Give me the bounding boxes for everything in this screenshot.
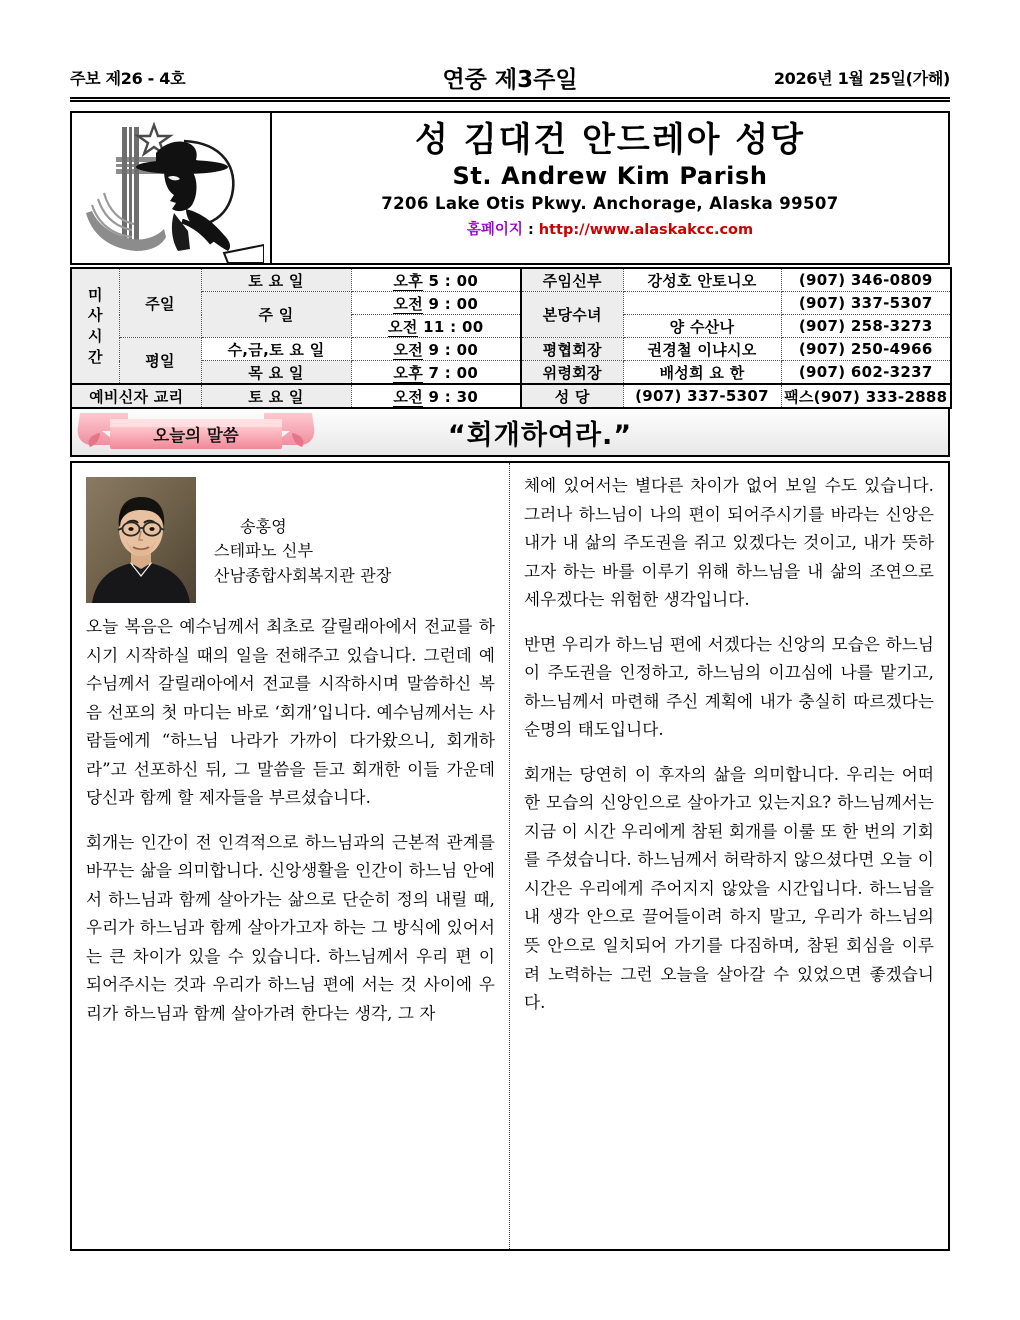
phone-cell: (907) 337-5307 — [781, 292, 951, 315]
person-cell: 강성호 안토니오 — [623, 268, 781, 292]
bulletin-date: 2026년 1월 25일(가해) — [773, 68, 950, 88]
article-paragraph: 오늘 복음은 예수님께서 최초로 갈릴래아에서 전교를 하시기 시작하실 때의 일을 전해주고 있습니다. 그런데 예수님께서 갈릴래아에서 전교를 시작하시며 말씀하신 복음 선포의 첫 마디는 바로 ‘회개’입니다. 예수님께서는 사람들에게 “하느님 나라가 가까이 다가왔으니, 회개하라”고 선포하신 뒤, 그 말씀을 듣고 회개한 이들 가운데 당신과 함께 할 제자들을 부르셨습니다. — [86, 617, 495, 808]
parish-homepage[interactable] — [272, 218, 948, 239]
time-cell: 오전 11 : 00 — [351, 315, 521, 338]
role-cell: 평협회장 — [521, 338, 623, 361]
day-cell: 목 요 일 — [201, 361, 351, 385]
time-cell: 오전 9 : 00 — [351, 292, 521, 315]
page-title: 연중 제3주일 — [442, 66, 578, 93]
phone-cell: (907) 250-4966 — [781, 338, 951, 361]
phone-cell: (907) 346-0809 — [781, 268, 951, 292]
header-divider — [70, 97, 950, 102]
person-cell: 양 수산나 — [623, 315, 781, 338]
church-phone: (907) 337-5307 — [623, 384, 781, 408]
role-cell: 위령회장 — [521, 361, 623, 385]
parish-name-english: St. Andrew Kim Parish — [452, 162, 768, 191]
gospel-quote: “회개하여라.” — [447, 419, 633, 451]
phone-cell: (907) 602-3237 — [781, 361, 951, 385]
day-cell: 주 일 — [201, 292, 351, 338]
author-info — [196, 471, 392, 588]
time-cell: 오후 5 : 00 — [351, 268, 521, 292]
parish-address: 7206 Lake Otis Pkwy. Anchorage, Alaska 99507 — [381, 194, 839, 214]
article-paragraph: 회개는 인간이 전 인격적으로 하느님과의 근본적 관계를 바꾸는 삶을 의미합니다. 신앙생활을 인간이 하느님 안에서 하느님과 함께 살아가는 삶으로 단순히 정의 내릴 때, 우리가 하느님과 함께 살아가고자 하는 그 방식에 있어서는 큰 차이가 있을 수 있습니다. 하느님께서 우리 편 이 되어주시는 것과 우리가 하느님 편에 서는 것 사이에 우리가 하느님과 함께 살아가려 한다는 생각, 그 자 — [86, 832, 495, 1023]
st-andrew-kim-logo-icon — [78, 117, 264, 263]
priest-portrait-image — [86, 477, 196, 603]
table-row — [71, 338, 951, 361]
ribbon-label-text: 오늘의 말씀 — [153, 426, 239, 445]
author-block — [86, 471, 495, 603]
catechumen-label: 예비신자 교리 — [71, 384, 201, 408]
article-column-left — [72, 463, 510, 1249]
parish-name-block — [272, 113, 948, 263]
catechumen-day: 토 요 일 — [201, 384, 351, 408]
role-cell: 본당수녀 — [521, 292, 623, 338]
mass-schedule-table — [70, 267, 952, 409]
article-body — [70, 461, 950, 1251]
author-role: 산남종합사회복지관 관장 — [214, 565, 392, 585]
group-sunday: 주일 — [119, 268, 201, 338]
role-cell: 주임신부 — [521, 268, 623, 292]
article-paragraph: 반면 우리가 하느님 편에 서겠다는 신앙의 모습은 하느님이 주도권을 인정하고, 하느님의 이끄심에 나를 맡기고, 하느님께서 마련해 주신 계획에 내가 충실히 따르겠다는 순명의 태도입니다. — [524, 634, 934, 740]
logo-cell — [72, 113, 272, 263]
word-of-the-day-bar — [70, 407, 950, 457]
parish-name-korean: 성 김대건 안드레아 성당 — [415, 120, 805, 160]
time-cell: 오전 9 : 00 — [351, 338, 521, 361]
table-row — [71, 361, 951, 385]
masthead — [70, 111, 950, 265]
article-column-right — [510, 463, 948, 1249]
homepage-label: 홈페이지 — [466, 221, 523, 238]
table-row — [71, 268, 951, 292]
mass-time-vertical-label: 미 사 시 간 — [71, 268, 119, 384]
table-row — [71, 292, 951, 315]
fax-phone: 팩스(907) 333-2888 — [781, 384, 951, 408]
priest-portrait — [86, 477, 196, 603]
article-paragraph: 체에 있어서는 별다른 차이가 없어 보일 수도 있습니다. 그러나 하느님이 나의 편이 되어주시기를 바라는 신앙은 내가 내 삶의 주도권을 쥐고 있겠다는 것이고, 내가 뜻하고자 하는 바를 이루기 위해 하느님을 내 삶의 조연으로 세우겠다는 위험한 생각입니다. — [524, 476, 934, 610]
table-row — [71, 384, 951, 408]
person-cell: 권경철 이냐시오 — [623, 338, 781, 361]
day-cell: 수,금,토 요 일 — [201, 338, 351, 361]
bulletin-header — [70, 60, 950, 94]
author-title: 스테파노 신부 — [214, 541, 314, 561]
time-cell: 오후 7 : 00 — [351, 361, 521, 385]
homepage-separator: : — [522, 221, 539, 238]
person-cell — [623, 292, 781, 315]
article-paragraph: 회개는 당연히 이 후자의 삶을 의미합니다. 우리는 어떠한 모습의 신앙인으로 살아가고 있는지요? 하느님께서는 지금 이 시간 우리에게 참된 회개를 이룰 또 한 번의 기회를 주셨습니다. 하느님께서 허락하지 않으셨다면 오늘 이 시간은 우리에게 주어지지 않았을 시간입니다. 하느님을 내 생각 안으로 끌어들이려 하지 말고, 우리가 하느님의 뜻 안으로 일치되어 가기를 다짐하며, 참된 회심을 이루려 노력하는 그런 오늘을 살아갈 수 있었으면 좋겠습니다. — [524, 764, 934, 1013]
group-weekday: 평일 — [119, 338, 201, 385]
issue-number: 주보 제26 - 4호 — [70, 68, 186, 88]
catechumen-time: 오전 9 : 30 — [351, 384, 521, 408]
author-name: 송홍영 — [240, 517, 287, 536]
person-cell: 배성희 요 한 — [623, 361, 781, 385]
church-label: 성 당 — [521, 384, 623, 408]
phone-cell: (907) 258-3273 — [781, 315, 951, 338]
homepage-url[interactable]: http://www.alaskakcc.com — [538, 221, 754, 238]
day-cell: 토 요 일 — [201, 268, 351, 292]
